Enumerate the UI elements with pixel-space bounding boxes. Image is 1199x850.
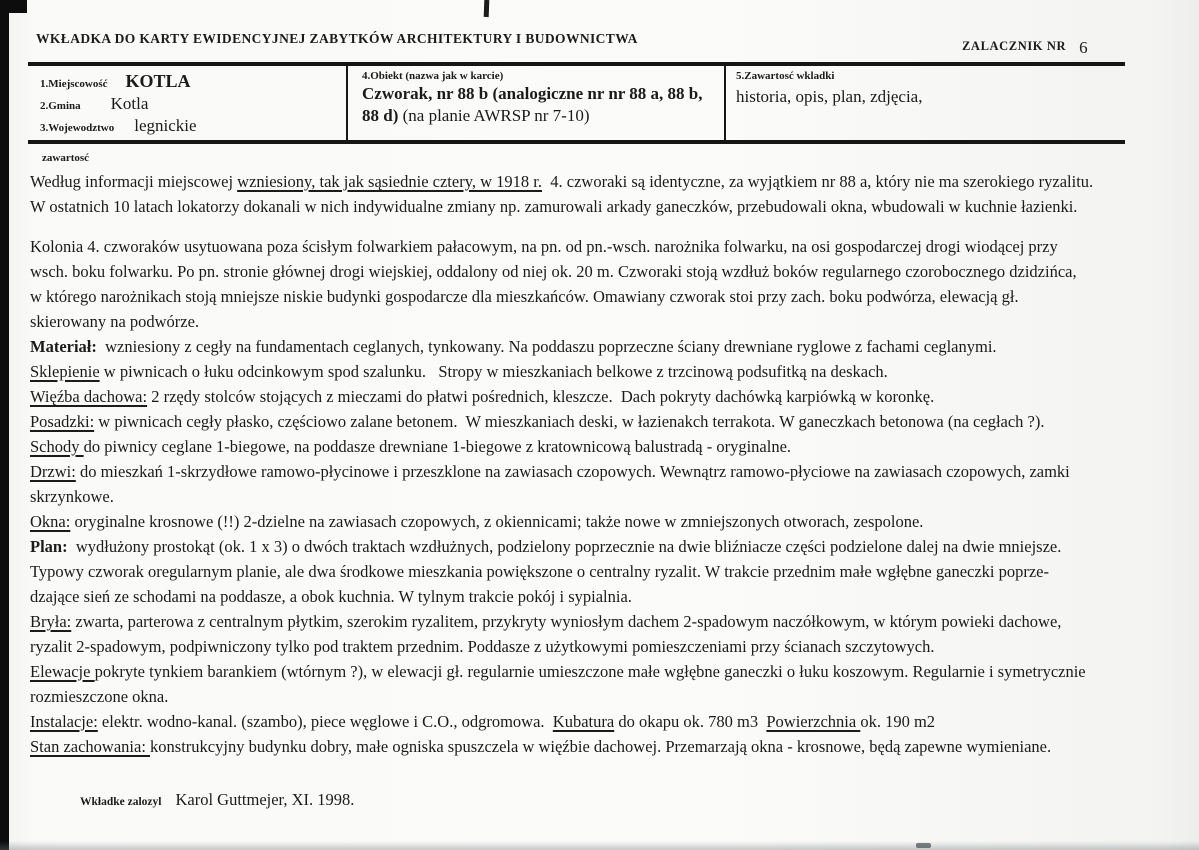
text-line — [30, 659, 1188, 684]
text-segment: w piwnicach o łuku odcinkowym spod szalunku. Stropy w mieszkaniach belkowe z trzcinową podsufitką na deskach. — [99, 362, 888, 381]
text-segment: wydłużony prostokąt (ok. 1 x 3) o dwóch traktach wzdłużnych, podzielony poprzecznie na dwie bliźniacze części podzielone dalej na dwie mniejsze. — [67, 537, 1062, 556]
text-line — [30, 559, 1188, 584]
text-segment: skrzynkowe. — [30, 487, 114, 506]
text-segment: W ostatnich 10 latach lokatorzy dokanali w nich indywidualne zmiany np. zamurowali arkady ganeczków, przebudowali okna, wbudowali w kuchnie łazienki. — [30, 197, 1078, 216]
page-title: WKŁADKA DO KARTY EWIDENCYJNEJ ZABYTKÓW ARCHITEKTURY I BUDOWNICTWA — [36, 31, 638, 46]
text-segment: Instalacje: — [30, 712, 98, 731]
body-text — [30, 169, 1188, 759]
text-segment: do mieszkań 1-skrzydłowe ramowo-płycinowe i przeszklone na zawiasach czopowych. Wewnątrz ramowo-płyciowe na zawiasach czopowych, zamki — [75, 462, 1070, 481]
text-segment: Elewacje — [30, 662, 95, 681]
text-segment: oryginalne krosnowe (!!) 2-dzielne na zawiasach czopowych, z okiennicami; także nowe w zmniejszonych otworach, zespolone. — [70, 512, 924, 531]
text-segment: Sklepienie — [30, 362, 100, 381]
text-segment: Więźba dachowa: — [30, 387, 148, 406]
field-miejscowosc-label: 1.Miejscowość — [40, 78, 108, 90]
text-line — [30, 384, 1188, 409]
field-miejscowosc — [40, 71, 346, 92]
text-segment: Bryła: — [30, 612, 72, 631]
text-line — [30, 484, 1188, 509]
text-line — [30, 194, 1188, 219]
text-segment: wsch. boku folwarku. Po pn. stronie głównej drogi wiejskiej, oddalony od niej ok. 20 m. Czworaki stoją wzdłuż boków regularnego czorobocznego dzidzińca, — [30, 262, 1077, 281]
text-line — [30, 409, 1188, 434]
text-segment: Okna: — [30, 512, 71, 531]
text-segment: dzające sień ze schodami na poddasze, a obok kuchnia. W tylnym trakcie pokój i sypialnia. — [30, 587, 632, 606]
text-line — [30, 359, 1188, 384]
field-obiekt-label: 4.Obiekt (nazwa jak w karcie) — [362, 70, 504, 82]
attachment-number-block — [962, 35, 1088, 55]
text-line — [30, 259, 1188, 284]
text-line — [30, 709, 1188, 734]
text-segment: ok. 190 m2 — [860, 712, 936, 731]
text-segment: do piwnicy ceglane 1-biegowe, na poddasze drewniane 1-biegowe z kratownicową balustradą - oryginalne. — [83, 437, 792, 456]
text-segment: Stan zachowania: — [30, 737, 151, 756]
scan-corner-mark — [0, 0, 27, 13]
text-segment: zwarta, parterowa z centralnym płytkim, szerokim ryzalitem, przykryty wyniosłym dachem 2-spadowym naczółkowym, w którym powieki dachowe, — [71, 612, 1062, 631]
field-gmina-value: Kotla — [110, 94, 149, 113]
contents-cell — [726, 66, 1125, 140]
field-obiekt-value-line2-plain: (na planie AWRSP nr 7-10) — [398, 106, 590, 125]
text-segment: 2 rzędy stolców stojących z mieczami do płatwi pośrednich, kleszcze. Dach pokryty dachówką karpiówką w koronkę. — [147, 387, 935, 406]
object-cell — [348, 66, 726, 140]
text-segment: Według informacji miejscowej — [30, 172, 238, 191]
text-line — [30, 609, 1188, 634]
text-line — [30, 584, 1188, 609]
footer-author-label: Wkładke zalozyl — [80, 796, 162, 808]
text-segment: do okapu ok. 780 m3 — [614, 712, 767, 731]
text-line — [30, 234, 1188, 259]
field-wojewodztwo — [40, 116, 346, 136]
field-gmina-label: 2.Gmina — [40, 100, 81, 112]
field-wojewodztwo-value: legnickie — [134, 116, 197, 135]
text-line — [30, 459, 1188, 484]
text-segment: 4. czworaki są identyczne, za wyjątkiem nr 88 a, który nie ma szerokiego ryzalitu. — [542, 172, 1094, 191]
scan-edge-strip — [0, 0, 9, 850]
text-line — [30, 309, 1188, 334]
field-miejscowosc-value: KOTLA — [125, 71, 191, 91]
text-segment: Kubatura — [552, 712, 615, 731]
text-line — [30, 684, 1188, 709]
text-segment: rozmieszczone okna. — [30, 687, 169, 706]
text-segment: wzniesiony, tak jak sąsiednie cztery, w 1918 r. — [237, 172, 543, 191]
text-segment: Plan: — [30, 537, 68, 556]
text-line — [30, 169, 1188, 194]
field-wojewodztwo-label: 3.Wojewodztwo — [40, 122, 115, 134]
text-segment: wzniesiony z cegły na fundamentach ceglanych, tynkowany. Na poddaszu poprzeczne ściany drewniane ryglowe z fachami ceglanymi. — [96, 337, 997, 356]
text-segment: Kolonia 4. czworaków usytuowana poza ścisłym folwarkiem pałacowym, na pn. od pn.-wsch. narożnika folwarku, na osi gospodarczej drogi wiodącej przy — [30, 237, 1058, 256]
text-segment: Posadzki: — [30, 412, 95, 431]
field-zawartosc-value: historia, opis, plan, zdjęcia, — [736, 87, 923, 106]
text-segment: w piwnicach cegły płasko, częściowo zalane betonem. W mieszkaniach deski, w łazienakch terrakota. W ganeczkach betonowa (na cegłach ?). — [94, 412, 1045, 431]
scan-bottom-shadow — [0, 841, 1199, 850]
text-line — [30, 509, 1188, 534]
field-obiekt-value-line1: Czworak, nr 88 b (analogiczne nr nr 88 a, 88 b, — [362, 84, 703, 103]
field-obiekt-value-line2 — [362, 106, 714, 126]
text-segment: Materiał: — [30, 337, 97, 356]
scan-top-mark — [484, 0, 490, 17]
text-segment: ryzalit 2-spadowym, podpiwniczony tylko pod traktem przednim. Poddasze z użytkowymi pomieszczeniami przy ścianach szczytowych. — [30, 637, 935, 656]
text-line — [30, 734, 1188, 759]
field-obiekt-value-line2-bold: 88 d) — [362, 106, 399, 125]
header-table — [28, 62, 1125, 144]
attachment-label: ZALACZNIK NR — [962, 39, 1067, 53]
scan-bottom-smudge — [916, 843, 931, 848]
text-segment: Powierzchnia — [766, 712, 861, 731]
text-segment: Typowy czworak oregularnym planie, ale dwa środkowe mieszkania powiększone o centralny ryzalit. W trakcie przednim małe wgłębne ganeczki poprze- — [30, 562, 1050, 581]
field-zawartosc-label: 5.Zawartosć wkladki — [736, 70, 835, 82]
text-line — [30, 284, 1188, 309]
text-segment: w którego narożnikach stoją mniejsze niskie budynki gospodarcze dla mieszkańców. Omawiany czworak stoi przy zach. boku podwórza, elewacją gł. — [30, 287, 1019, 306]
text-line — [30, 434, 1188, 459]
text-line — [30, 334, 1188, 359]
text-segment: Drzwi: — [30, 462, 76, 481]
text-segment: elektr. wodno-kanal. (szambo), piece węglowe i C.O., odgromowa. — [97, 712, 553, 731]
text-segment: Schody — [30, 437, 84, 456]
field-gmina — [40, 94, 346, 114]
location-cell — [28, 66, 348, 140]
text-segment: skierowany na podwórze. — [30, 312, 200, 331]
content-section-label: zawartosć — [42, 152, 90, 164]
text-segment: pokryte tynkiem barankiem (wtórnym ?), w elewacji gł. regularnie umieszczone małe wgłębne ganeczki o łuku koszowym. Regularnie i symetrycznie — [94, 662, 1086, 681]
footer — [80, 790, 354, 810]
text-line — [30, 634, 1188, 659]
text-line — [30, 534, 1188, 559]
attachment-number: 6 — [1079, 38, 1088, 57]
footer-author-value: Karol Guttmejer, XI. 1998. — [175, 790, 355, 809]
text-segment: konstrukcyjny budynku dobry, małe ogniska spuszczela w więźbie dachowej. Przemarzają okna - krosnowe, będą zapewne wymieniane. — [150, 737, 1052, 756]
